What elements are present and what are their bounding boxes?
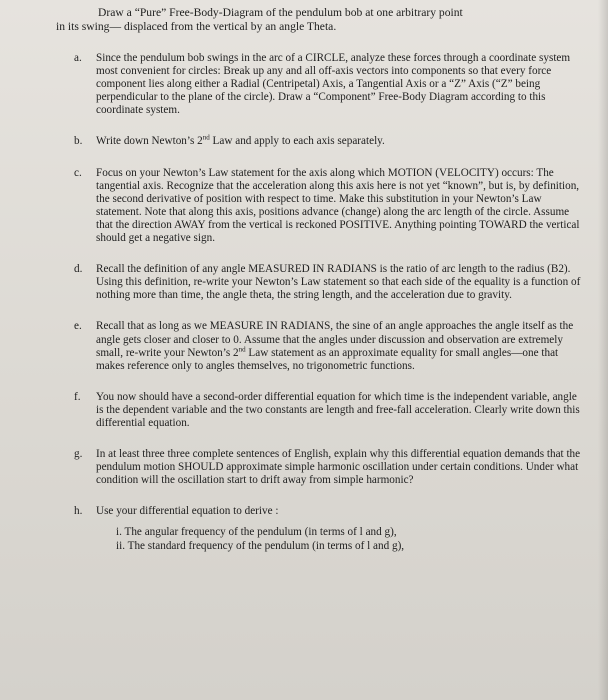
part-g — [74, 448, 586, 487]
part-h-letter: h. — [74, 505, 83, 518]
intro-line-2: in its swing— displaced from the vertical by an angle Theta. — [56, 20, 337, 33]
part-e-text-start: Recall that as long as we MEASURE IN RADIANS, the sine of an angle approaches the angle itself as the angle gets closer and closer to 0. Assume that the angles under discussion and observation are extremely small, re-write your Newton’s 2 — [96, 320, 574, 359]
part-f-letter: f. — [74, 390, 81, 403]
intro-line-1: Draw a “Pure” Free-Body-Diagram of the pendulum bob at one arbitrary point — [98, 6, 463, 19]
part-b-superscript: nd — [202, 133, 210, 142]
part-e — [74, 320, 586, 372]
part-e-superscript: nd — [238, 344, 246, 353]
part-a-letter: a. — [74, 52, 82, 64]
part-c-letter: c. — [74, 166, 82, 179]
part-g-letter: g. — [74, 448, 83, 461]
part-b-text-end: Law and apply to each axis separately. — [209, 135, 385, 148]
part-e-text-end: Law statement as an approximate equality for small angles—one that makes reference only to angles themselves, no trigonometric functions. — [96, 346, 559, 372]
part-d-text: Recall the definition of any angle MEASURED IN RADIANS is the ratio of arc length to the radius (B2). Using this definition, re-write your Newton’s Law statement so that each side of the equality is a function of nothing more than time, the angle theta, the string length, and the acceleration due to gravity. — [96, 263, 581, 302]
part-g-text: In at least three three complete sentences of English, explain why this differential equation demands that the pendulum motion SHOULD approximate simple harmonic oscillation under certain conditions. Under what condition will the oscillation start to drift away from simple harmonic? — [96, 448, 581, 487]
part-a-text: Since the pendulum bob swings in the arc of a CIRCLE, analyze these forces through a coordinate system most convenient for circles: Break up any and all off-axis vectors into components so that every force component lies along either a Radial (Centripetal) Axis, a Tangential Axis or a “Z” Axis (“Z” being perpendicular to the plane of the circle). Draw a “Component” Free-Body Diagram according to this coordinate system. — [96, 52, 571, 117]
part-d — [74, 263, 586, 302]
part-d-letter: d. — [74, 263, 83, 276]
page-edge-shadow — [598, 0, 608, 700]
part-f-text: You now should have a second-order differential equation for which time is the independent variable, angle is the dependent variable and the two constants are length and free-fall acceleration. Clearly write down this differential equation. — [96, 390, 580, 429]
part-h — [74, 505, 586, 518]
part-b — [74, 135, 586, 148]
part-c-text: Focus on your Newton’s Law statement for the axis along which MOTION (VELOCITY) occurs: The tangential axis. Recognize that the acceleration along this axis here is not yet “known”, but is, by definition, the second derivative of position with respect to time. Make this substitution in your Newton’s Law statement. Note that along this axis, positions advance (change) along the arc length of the circle. Assume that the direction AWAY from the vertical is reckoned POSITIVE. Anything pointing TOWARD the vertical should get a negative sign. — [96, 166, 580, 245]
part-f — [74, 391, 586, 430]
part-a — [74, 52, 586, 117]
part-h-item-i: i. The angular frequency of the pendulum (in terms of l and g), — [116, 526, 397, 539]
intro-instruction — [56, 6, 586, 34]
part-h-text: Use your differential equation to derive : — [96, 505, 279, 518]
part-h-item-ii: ii. The standard frequency of the pendulum (in terms of l and g), — [116, 539, 405, 552]
part-b-letter: b. — [74, 135, 83, 148]
part-c — [74, 167, 586, 246]
part-e-letter: e. — [74, 320, 82, 333]
part-h-sublist — [116, 526, 586, 553]
part-b-text-start: Write down Newton’s 2 — [96, 135, 203, 148]
